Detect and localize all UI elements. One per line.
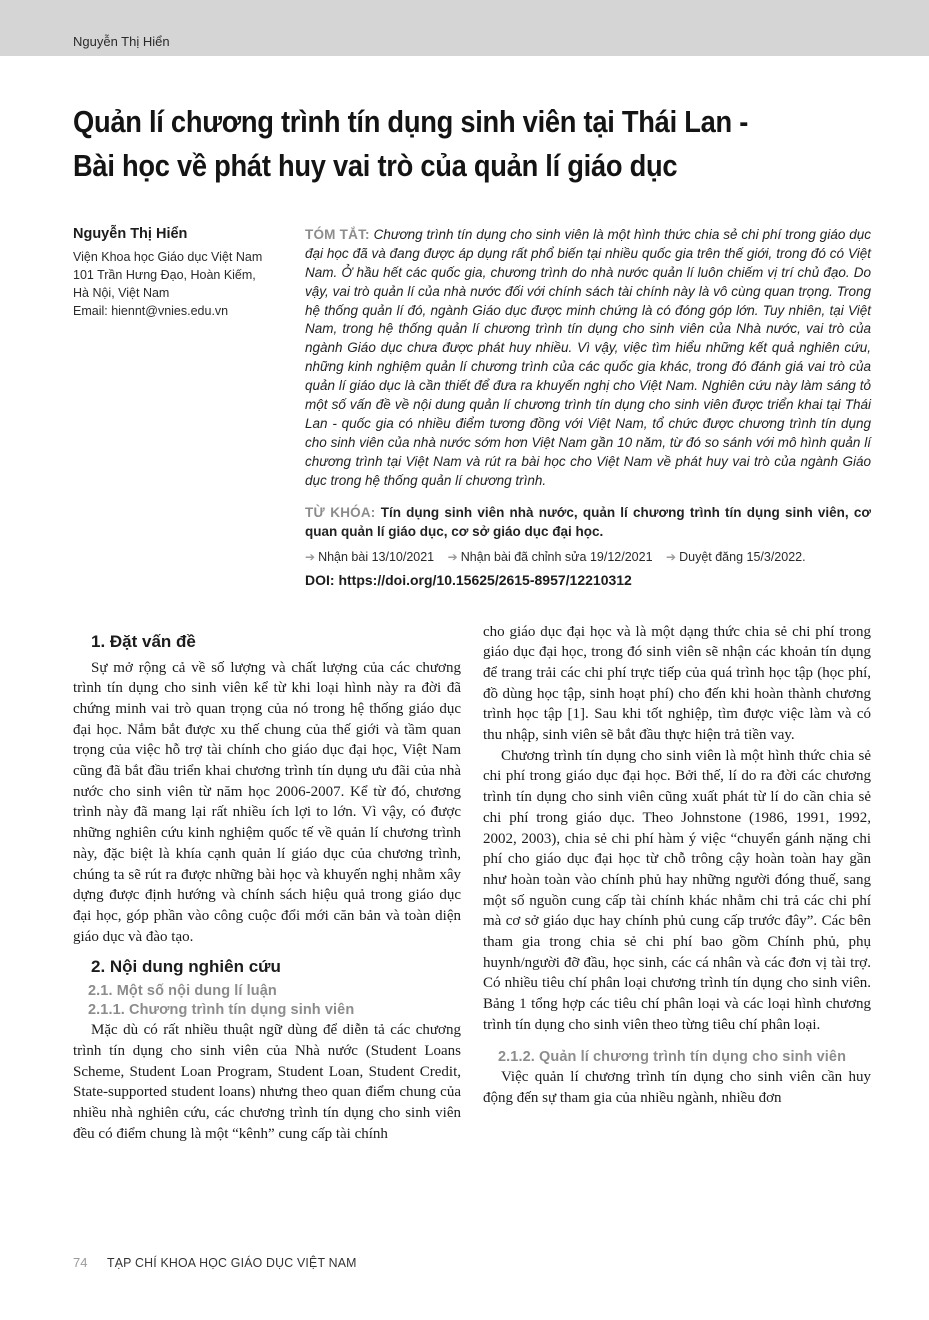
page-title-line1: Quản lí chương trình tín dụng sinh viên tại Thái Lan - <box>73 104 749 139</box>
keywords-paragraph <box>305 503 871 542</box>
author-email: Email: hiennt@vnies.edu.vn <box>73 304 229 319</box>
page-number: 74 <box>73 1255 88 1270</box>
section-heading-1: 1. Đặt vấn đề <box>91 631 196 651</box>
journal-name: TẠP CHÍ KHOA HỌC GIÁO DỤC VIỆT NAM <box>107 1255 358 1270</box>
accepted-date: Duyệt đăng 15/3/2022. <box>679 549 806 564</box>
arrow-icon: ➔ <box>666 549 677 564</box>
abstract-paragraph <box>305 226 871 490</box>
subsection-heading-2-1: 2.1. Một số nội dung lí luận <box>88 983 277 1000</box>
page-footer <box>73 1255 370 1270</box>
body-paragraph: cho giáo dục đại học và là một dạng thức chia sẻ chi phí trong giáo dục đại học, trong đó sinh viên sẽ nhận các khoản tín dụng để trang trải các chi phí trực tiếp của quá trình học tập (học phí, đồ dùng học tập, sinh hoạt phí) cho đến khi hoàn thành chương trình học tập [1]. Sau khi tốt nghiệp, tìm được việc làm và có thu nhập, sinh viên sẽ bắt đầu thực hiện trả tiền vay. <box>483 623 871 744</box>
abstract-text: Chương trình tín dụng cho sinh viên là một hình thức chia sẻ chi phí trong giáo dục đại học đã và đang được áp dụng rất phổ biến tại nhiều quốc gia trên thế giới, trong đó có Việt Nam. Ở hầu hết các quốc gia, chương trình do nhà nước quản lí luôn chiếm vị trí chủ đạo. Do vậy, vai trò quản lí của nhà nước đối với chính sách tài chính này là vô cùng quan trọng. Trong hệ thống quản lí đó, ngành Giáo dục được minh chứng là có đóng góp lớn. Tuy nhiên, tại Việt Nam, trong hệ thống quản lí chương trình tín dụng cho sinh viên của Nhà nước, vai trò của ngành Giáo dục chưa được phát huy nhiều. Vì vậy, việc tìm hiểu những kết quả nghiên cứu, những kinh nghiệm quản lí chương trình của các quốc gia khác, trong đó đánh giá vai trò của quản lí giáo dục là cần thiết để đưa ra khuyến nghị cho Việt Nam. Nghiên cứu này làm sáng tỏ một số vấn đề về nội dung quản lí chương trình tín dụng cho sinh viên được triển khai tại Thái Lan - quốc gia có nhiều điểm tương đồng với Việt Nam, tổ chức được chương trình tín dụng cho sinh viên của nhà nước sớm hơn Việt Nam gần 10 năm, từ đó so sánh với mô hình quản lí chương trình tại Việt Nam và rút ra bài học cho Việt Nam về phát huy vai trò của ngành Giáo dục trong hệ thống quản lí chương trình. <box>305 227 871 488</box>
meta-row <box>73 226 871 588</box>
arrow-icon: ➔ <box>447 549 458 564</box>
section-heading-2: 2. Nội dung nghiên cứu <box>91 957 281 977</box>
revised-date: Nhận bài đã chỉnh sửa 19/12/2021 <box>460 549 653 564</box>
subsection-heading-2-1-2: 2.1.2. Quản lí chương trình tín dụng cho sinh viên <box>498 1049 847 1066</box>
author-affiliation-line: 101 Trần Hưng Đạo, Hoàn Kiếm, <box>73 268 256 283</box>
left-column <box>73 622 461 1145</box>
arrow-icon: ➔ <box>305 549 316 564</box>
running-head-author: Nguyễn Thị Hiển <box>73 34 170 49</box>
keywords-text: Tín dụng sinh viên nhà nước, quản lí chương trình tín dụng sinh viên, cơ quan quản lí giáo dục, cơ sở giáo dục đại học. <box>305 504 871 540</box>
body-paragraph: Việc quản lí chương trình tín dụng cho sinh viên cần huy động đến sự tham gia của nhiều ngành, nhiều đơn <box>483 1069 871 1107</box>
subsection-heading-2-1-1: 2.1.1. Chương trình tín dụng sinh viên <box>88 1002 355 1019</box>
page-title-line2: Bài học về phát huy vai trò của quản lí giáo dục <box>73 148 678 184</box>
body-paragraph: Mặc dù có rất nhiều thuật ngữ dùng để diễn tả các chương trình tín dụng cho sinh viên của Nhà nước (Student Loans Scheme, Student Loan Program, Student Loan, Student Credit, State-supported student loans) nhưng theo quan điểm chung của nhiều nhà nghiên cứu, các chương trình tín dụng cho sinh viên đều có điểm chung là một “kênh” cung cấp tài chính <box>73 1022 461 1142</box>
body-paragraph: Sự mở rộng cả về số lượng và chất lượng của các chương trình tín dụng cho sinh viên kể từ khi loại hình này ra đời đã chứng minh vai trò quan trọng của nó trong hệ thống giáo dục đại học. Nắm bắt được xu thế chung của thế giới và tầm quan trọng của việc hỗ trợ tài chính cho giáo dục đại học, Việt Nam cũng đã bắt đầu triển khai chương trình tín dụng ưu đãi của nhà nước cho sinh viên từ năm học 2006-2007. Kể từ đó, chương trình này đã mang lại rất nhiều ích lợi to lớn. Vì vậy, có được những nghiên cứu kinh nghiệm quốc tế về quản lí chương trình này, đặc biệt là khía cạnh quản lí giáo dục của chương trình, chúng ta sẽ rút ra được những bài học và khuyến nghị nhằm xây dựng được định hướng và chính sách hiệu quả trong giáo dục đại học, góp phần vào công cuộc đổi mới căn bản và toàn diện giáo dục và đào tạo. <box>73 659 461 945</box>
author-affiliation-line: Viện Khoa học Giáo dục Việt Nam <box>73 250 263 265</box>
running-head-bar <box>0 0 929 56</box>
page-title <box>73 100 871 188</box>
article-body <box>73 622 871 1145</box>
right-column <box>483 622 871 1145</box>
author-name: Nguyễn Thị Hiển <box>73 226 188 243</box>
doi-text: DOI: https://doi.org/10.15625/2615-8957/12210312 <box>305 571 632 588</box>
abstract-label: TÓM TẮT: <box>305 227 370 243</box>
article-history <box>305 550 871 564</box>
body-paragraph: Chương trình tín dụng cho sinh viên là một hình thức chia sẻ chi phí trong giáo dục đại học. Bởi thế, lí do ra đời các chương trình tín dụng cho sinh viên cũng xuất phát từ lí do cần chia sẻ chi phí trong giáo dục. Theo Johnstone (1986, 1991, 1992, 2002, 2003), chia sẻ chi phí hàm ý việc “chuyển gánh nặng chi phí cho giáo dục đại học từ chỗ trông cậy hoàn toàn hay gần như hoàn toàn vào chính phủ hay những người đóng thuế, sang một số nguồn cung cấp tài chính khác nhằm chi trả các chi phí mà cơ sở giáo dục hay chính phủ cung cấp trước đây”. Các bên tham gia trong chia sẻ chi phí bao gồm Chính phủ, phụ huynh/người đỡ đầu, học sinh, các cá nhân và các đơn vị tài trợ. Có nhiều tiêu chí phân loại chương trình tín dụng cho sinh viên. Bảng 1 tổng hợp các tiêu chí phân loại và các loại hình chương trình tín dụng cho sinh viên theo từng tiêu chí phân loại. <box>483 747 871 1033</box>
abstract-block <box>305 226 871 588</box>
keywords-label: TỪ KHÓA: <box>305 504 376 520</box>
author-affiliation-line: Hà Nội, Việt Nam <box>73 286 170 301</box>
author-block <box>73 226 305 588</box>
received-date: Nhận bài 13/10/2021 <box>318 549 435 564</box>
